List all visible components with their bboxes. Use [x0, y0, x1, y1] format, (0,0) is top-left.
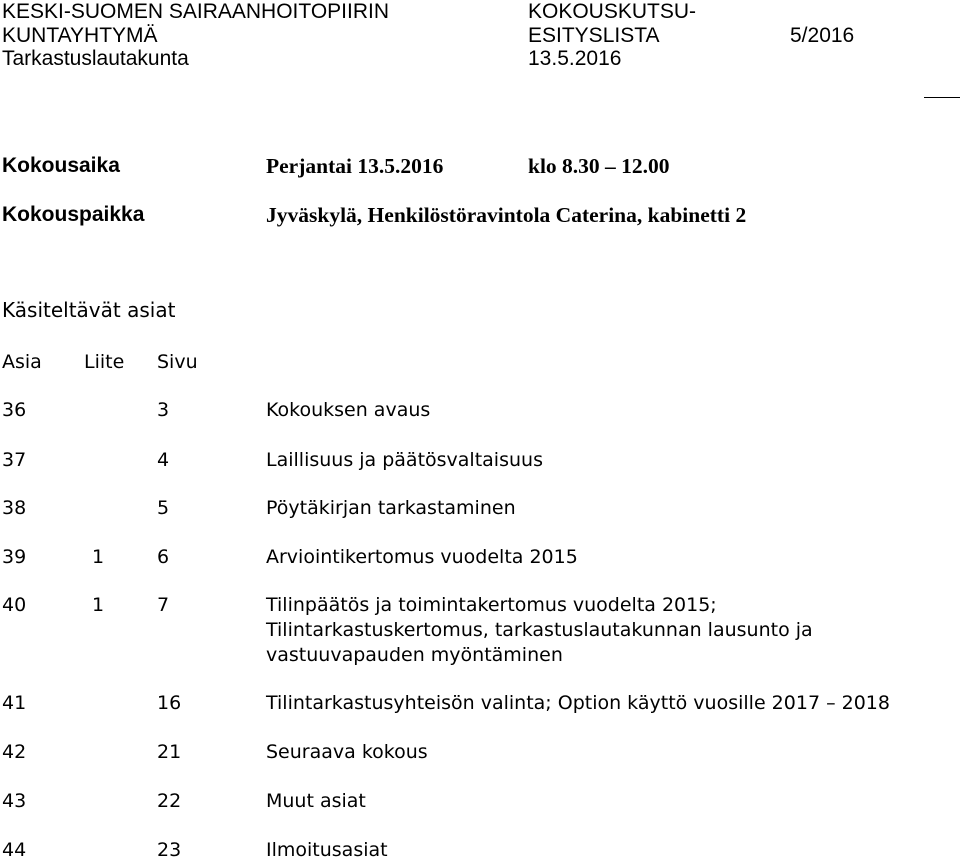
document-date: 13.5.2016 — [528, 47, 622, 70]
meeting-date: Perjantai 13.5.2016 — [266, 154, 444, 178]
document-type-line1: KOKOUSKUTSU- — [528, 0, 697, 23]
agenda-item-page: 7 — [157, 594, 170, 616]
document-type-header — [528, 0, 696, 71]
agenda-item-page: 21 — [157, 741, 182, 763]
agenda-item-page: 3 — [157, 399, 170, 421]
agenda-item-title: Pöytäkirjan tarkastaminen — [266, 497, 516, 519]
document-type-line2: ESITYSLISTA — [528, 23, 660, 47]
committee-name: Tarkastuslautakunta — [2, 47, 189, 70]
meeting-place: Jyväskylä, Henkilöstöravintola Caterina, kabinetti 2 — [266, 203, 747, 227]
meeting-place-label: Kokouspaikka — [2, 203, 145, 226]
agenda-item-page: 22 — [157, 790, 182, 812]
agenda-item-title: Arviointikertomus vuodelta 2015 — [266, 546, 578, 568]
agenda-item-number: 39 — [2, 546, 27, 568]
agenda-item-number: 36 — [2, 399, 27, 421]
agenda-item-title: Tilintarkastusyhteisön valinta; Option käyttö vuosille 2017 – 2018 — [266, 692, 890, 714]
agenda-item-number: 43 — [2, 790, 27, 812]
meeting-time-label: Kokousaika — [2, 154, 120, 177]
header-divider — [924, 97, 960, 98]
meeting-hours: klo 8.30 – 12.00 — [528, 154, 670, 178]
agenda-item-number: 42 — [2, 741, 27, 763]
agenda-item-title-line3: vastuuvapauden myöntäminen — [266, 644, 563, 666]
agenda-item-number: 38 — [2, 497, 27, 519]
organization-name-line2: KUNTAYHTYMÄ — [2, 23, 158, 47]
agenda-item-title: Kokouksen avaus — [266, 399, 431, 421]
agenda-item-attachment: 1 — [92, 594, 105, 616]
column-header-liite: Liite — [84, 351, 125, 373]
organization-name-line1: KESKI-SUOMEN SAIRAANHOITOPIIRIN — [2, 0, 390, 23]
column-header-asia: Asia — [2, 351, 42, 373]
agenda-item-number: 41 — [2, 692, 27, 714]
agenda-item-page: 6 — [157, 546, 170, 568]
agenda-item-title-line1: Tilinpäätös ja toimintakertomus vuodelta 2015; — [266, 594, 717, 616]
agenda-section-title: Käsiteltävät asiat — [2, 298, 176, 322]
agenda-item-page: 5 — [157, 497, 170, 519]
agenda-item-number: 40 — [2, 594, 27, 616]
column-header-sivu: Sivu — [157, 351, 198, 373]
agenda-item-title-line2: Tilintarkastuskertomus, tarkastuslautakunnan lausunto ja — [266, 619, 813, 641]
agenda-item-title: Muut asiat — [266, 790, 366, 812]
organization-header — [2, 0, 389, 71]
agenda-item-page: 16 — [157, 692, 182, 714]
document-number: 5/2016 — [790, 23, 855, 47]
agenda-item-number: 37 — [2, 449, 27, 471]
agenda-item-page: 4 — [157, 449, 170, 471]
agenda-item-attachment: 1 — [92, 546, 105, 568]
agenda-item-number: 44 — [2, 839, 27, 861]
agenda-item-title: Ilmoitusasiat — [266, 839, 388, 861]
agenda-item-title: Seuraava kokous — [266, 741, 428, 763]
agenda-item-title: Laillisuus ja päätösvaltaisuus — [266, 449, 543, 471]
agenda-item-page: 23 — [157, 839, 182, 861]
